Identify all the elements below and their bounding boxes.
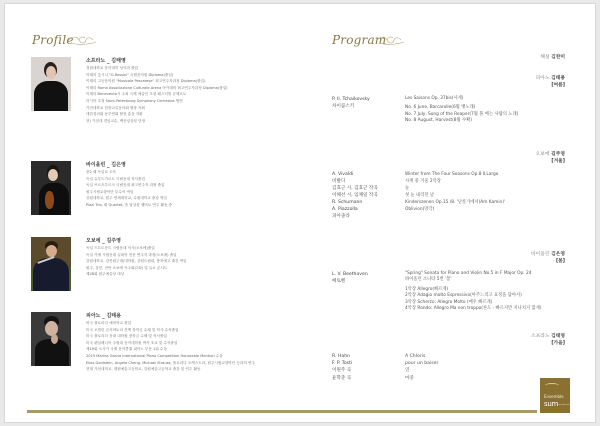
composer-name: 이원주 곡 xyxy=(332,368,352,374)
performer-name: 김태영 xyxy=(551,334,565,339)
work-subtitle: 바이올린 소나타 5번 '봄' xyxy=(405,277,452,283)
work-title: 사계 중 겨울 2악장 xyxy=(405,179,441,184)
work-title: "Spring" Sonata for Piano and Violin No.5 in F Major Op. 24 xyxy=(405,271,532,276)
performer-name: 길주영 xyxy=(551,152,565,157)
composer-name: F. P. Tosti xyxy=(332,361,353,367)
season-label: [여름] xyxy=(551,82,565,88)
work-title: Kinderszenen Op.15 /8. '난롯가에서(Am Kamin)' xyxy=(405,200,506,205)
works-list xyxy=(405,171,585,213)
performer-credit-soprano xyxy=(531,334,565,347)
pianist-bio xyxy=(86,312,306,373)
logo-ornament-icon xyxy=(545,383,559,388)
work-movement: 1악장 Allegro(빠르게) xyxy=(405,286,449,292)
work-title: pour un baiser xyxy=(405,361,439,367)
soprano-bio xyxy=(86,57,306,124)
bio-line: 경원대학교 음악대학 성악과 졸업 xyxy=(86,66,139,70)
bio-line: 독일 슈투트가르트 국립음대 석사졸업 xyxy=(86,176,145,181)
bio-line: 독일 브르츠부르크 국립음대 최고연주자 과정 졸업 xyxy=(86,183,165,188)
bio-line: Elias Goldstein, Angela Cheng, Michael Strauss, 플로리다 오케스트라, 원주시립교향악단 등과의 연주 xyxy=(86,360,255,365)
composer-name-en: P. Il. Tchaikovsky xyxy=(332,97,370,102)
bio-line: 이태리 롯시니 "G.Rossini" 국립음악원 Diploma(졸업) xyxy=(86,72,174,77)
work-title: 마중 xyxy=(405,375,414,381)
work-title: Oblivion(망각) xyxy=(405,207,435,212)
season-label: [가을] xyxy=(551,340,565,346)
violinist-bio xyxy=(86,161,306,209)
brochure-spread xyxy=(4,3,596,423)
bio-line: 가천대학교 한중교류음악회 합창 지휘 xyxy=(86,105,145,110)
bio-line: 현) 가천대 겸임교수, 백운앙상블 단장 xyxy=(86,118,146,123)
performer-credit-oboe xyxy=(536,152,565,165)
profile-title: Profile xyxy=(32,33,74,47)
logo-line1: Ensemble xyxy=(544,394,564,399)
bio-line: 이태리 Benevento시 주최 국제 예술인 초청 페스티벌 콘체르토 xyxy=(86,92,187,97)
pianist-photo xyxy=(31,312,71,366)
performer-name: 오보에 _ 길주영 xyxy=(86,238,121,244)
commentary-credit xyxy=(540,55,565,62)
bio-line: 제28회 원주예술상 대상 xyxy=(86,272,125,277)
bio-line: 이태리 고등음악원 "Musicale Pescarese" 최고연주자과정 Diploma(졸업) xyxy=(86,79,206,84)
commentary-label: 해설 xyxy=(540,55,550,60)
bio-line: 미국 플로리다 예비학교 졸업 xyxy=(86,321,132,325)
work-title: Les Saisons Op. 37bis(사계) xyxy=(405,96,464,101)
bio-line: 강원대학교, 원주 연세대학교, 수원대학교 출강 역임 xyxy=(86,196,167,201)
work-title: A Chloris xyxy=(405,354,426,359)
bio-line: 강원대학교, 강릉원주대/대학원, 강원도립대, 충북예고 출강 역임 xyxy=(86,259,187,264)
performer-name: 김태용 xyxy=(551,76,565,81)
work-title: Winter from The Four Seasons Op.8 Ⅱ.Largo xyxy=(405,172,499,177)
bio-line: 원주, 강릉, 천안 오보에 독주회(7회) 및 듀오 콘서트 xyxy=(86,265,168,270)
logo-line2: sum xyxy=(544,400,559,408)
work-title: 첫 눈 내리던 날 xyxy=(405,193,435,198)
composer-name: 피아졸라 xyxy=(332,214,350,219)
bio-line: 원주시립교향악단 부수석 역임 xyxy=(86,189,134,194)
program-title: Program xyxy=(332,33,387,47)
work-movement: 4악장 Rondo: Allegro Ma non troppo(론도 - 빠르지만 지나치지 않게) xyxy=(405,306,542,312)
work-movement: No. 7 July, Song of the Reaper(7월 풀 베는 사람의 노래) xyxy=(405,111,519,117)
composer xyxy=(332,353,407,382)
work-movement: 3악장 Scherzo: Allegro Molto (매우 빠르게) xyxy=(405,299,493,305)
bio-line: 대한검의회 동부연회 합창 총음 지휘 xyxy=(86,112,143,117)
composer-name-en: L. V. Beethoven xyxy=(332,272,368,277)
ensemble-sum-logo xyxy=(540,378,570,413)
performer-role: 소프라노 xyxy=(531,334,550,339)
bio-line: 러시아 초청 Saint-Petersburg Symphony Orchestra 협연 xyxy=(86,98,183,103)
composer-name: A. Piazzolla xyxy=(332,207,358,212)
composer-name: A. Vivaldi xyxy=(332,172,354,177)
composer-name: R. Schumann xyxy=(332,200,363,205)
performer-name: 소프라노 _ 김태영 xyxy=(86,58,126,64)
performer-role: 오보에 xyxy=(535,152,550,157)
work-title: 눈 xyxy=(405,186,410,191)
composer-name: R. Hahn xyxy=(332,354,351,359)
composer-name: 윤학준 곡 xyxy=(332,375,352,381)
performer-role: 바이올린 xyxy=(531,252,550,257)
bio-line: Piazi Trio, 휘 Quartet, 솜 앙상블 멤버로 연주 활동 중 xyxy=(86,202,173,207)
work-movement: No. 8 August, Harvest(8월 수확) xyxy=(405,118,473,124)
bio-line: 중2 때 독일로 도독 xyxy=(86,170,117,174)
composer-name-ko: 차이콥스키 xyxy=(332,104,355,109)
composer xyxy=(332,271,407,285)
bio-line: 독일 드트트문트 국립음대 석사(오보에)졸업 xyxy=(86,246,155,250)
composer xyxy=(332,96,407,110)
works-list xyxy=(405,96,585,125)
composer-name: 김효근 시, 김효근 작곡 xyxy=(332,186,378,191)
season-label: [봄] xyxy=(555,258,565,264)
decorative-band xyxy=(27,410,537,413)
bio-line: 미국 플로리다 음대 대학원 장학금 수혜 및 석사졸업 xyxy=(86,334,167,339)
flourish-ornament-icon xyxy=(67,35,97,47)
performer-name: 피아노 _ 김태용 xyxy=(86,313,121,319)
oboist-bio xyxy=(86,237,306,278)
soprano-photo xyxy=(31,57,71,111)
oboist-photo xyxy=(31,237,71,291)
bio-line: 독일 카셀 시립음대 실내악 전문 연주자 과정(오보에) 졸업 xyxy=(86,252,177,257)
performer-name: 바이올린 _ 김은영 xyxy=(86,162,126,168)
flourish-ornament-icon xyxy=(375,35,405,47)
performer-credit-piano xyxy=(536,76,565,89)
bio-line: 2019 Marina Garcia International Piano Competition Honorable Mention 수상 xyxy=(86,353,223,358)
bio-line: 미국 오벌린 콘서바토리 전액 장학금 수혜 및 학사 수석졸업 xyxy=(86,327,179,332)
work-title: 연 xyxy=(405,368,410,374)
logo-line3: ensemble sum xyxy=(558,405,570,406)
performer-name: 김은영 xyxy=(551,252,565,257)
composer-name: 비발디 xyxy=(332,179,346,184)
commentary-name: 김찬미 xyxy=(551,55,565,60)
work-movement: 2악장 Adagio molto Espressivo(아주느리고 표정을 담아서) xyxy=(405,293,522,299)
season-label: [겨울] xyxy=(551,158,565,164)
bio-line: 미국 펜실베니아 주립대 음악대학원 박사 조교 및 수석졸업 xyxy=(86,340,178,345)
performer-role: 피아노 xyxy=(535,76,550,81)
work-movement: No. 6 June, Barcarolle(6월 뱃노래) xyxy=(405,105,476,111)
bio-line: 현재 가천대학교, 계원예술고등학교, 강원예술고등학교 출강 및 연주 활동 xyxy=(86,367,201,372)
bio-line: 제19회 오사카 국제 음악콩쿨 피아노 부문 1위 수상 xyxy=(86,347,167,352)
violinist-photo xyxy=(31,161,71,215)
composer-name: 이해선 시, 임채일 작곡 xyxy=(332,193,378,198)
works-list xyxy=(405,271,585,312)
composer xyxy=(332,171,407,220)
bio-line: 이태리 Roma Associazione Culturale Arena 아카데미 최고연주자과정 Diploma(졸업) xyxy=(86,85,228,90)
composer-name-ko: 베토벤 xyxy=(332,279,346,284)
performer-credit-violin xyxy=(531,252,565,265)
